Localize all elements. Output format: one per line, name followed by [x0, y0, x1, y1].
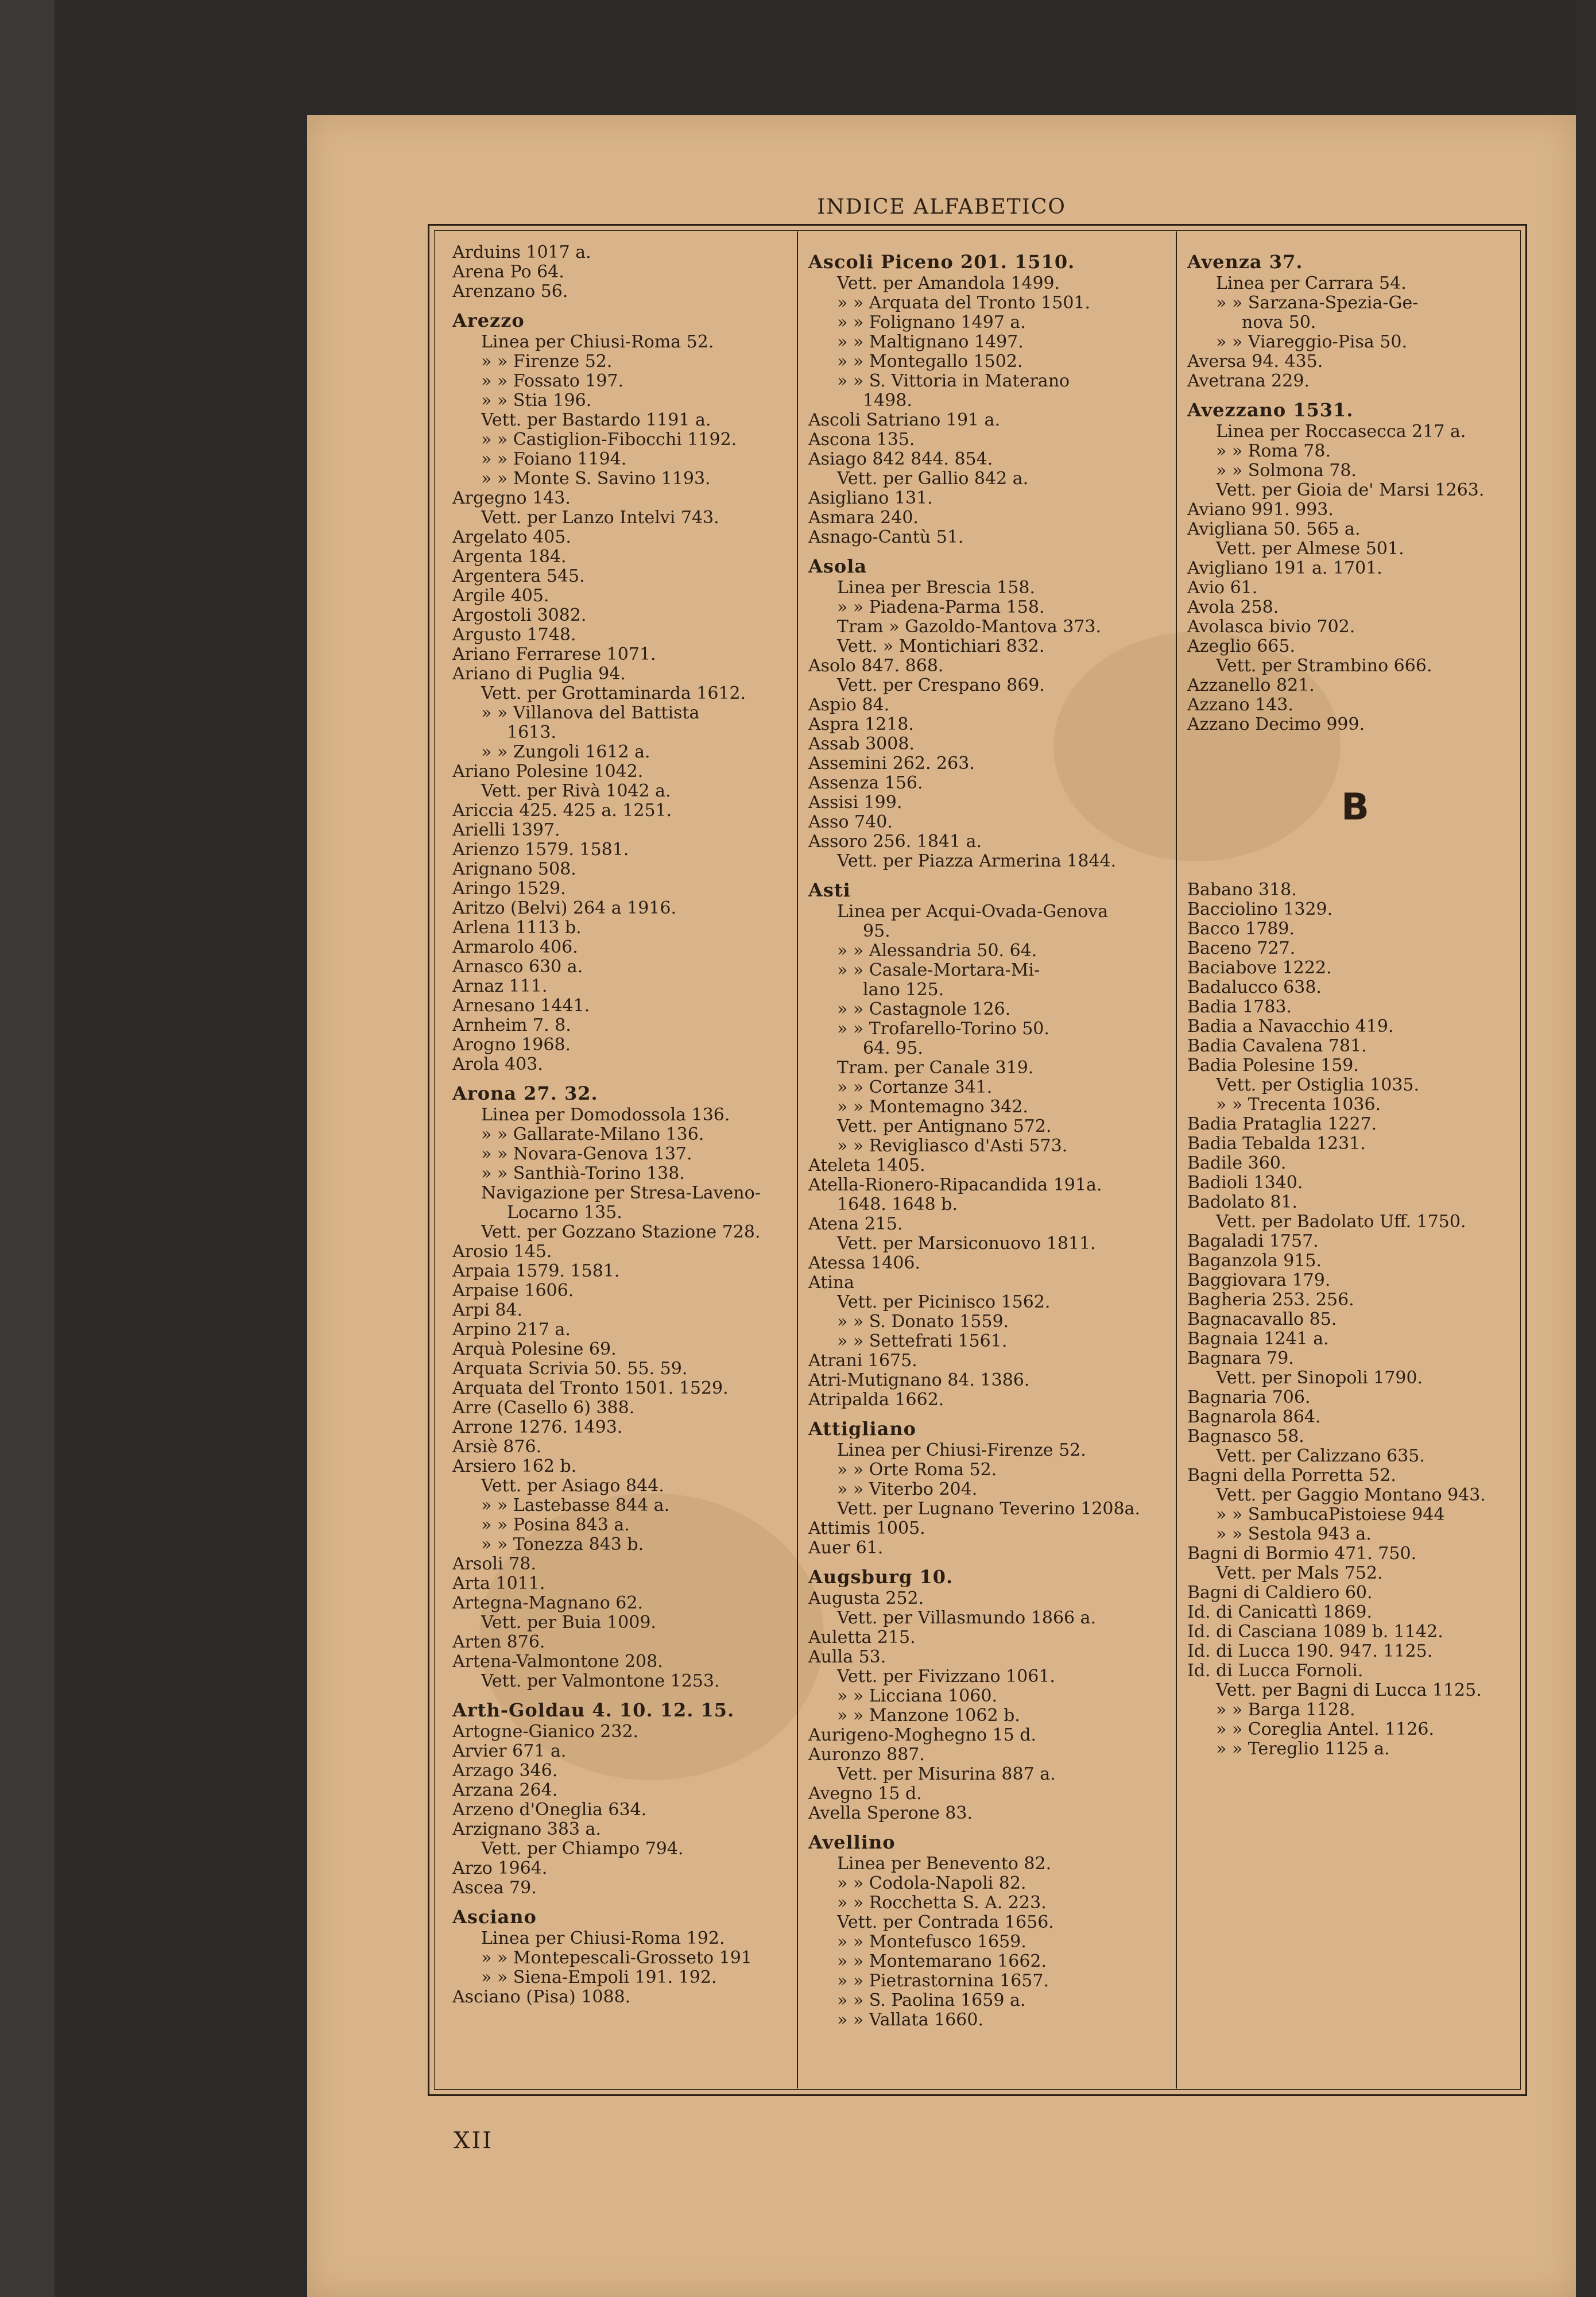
index-entry: Arsoli 78. — [452, 1554, 536, 1574]
index-entry: » » Villanova del Battista — [481, 703, 700, 723]
index-entry: Bagnasco 58. — [1187, 1427, 1304, 1447]
index-entry: Vett. per Asiago 844. — [481, 1476, 664, 1496]
index-entry: Arta 1011. — [452, 1574, 545, 1594]
index-entry: Linea per Chiusi-Roma 52. — [481, 332, 714, 352]
index-entry: Vett. per Chiampo 794. — [481, 1839, 684, 1859]
index-entry: lano 125. — [863, 980, 944, 1000]
index-entry: Badia Cavalena 781. — [1187, 1037, 1367, 1056]
index-entry: Aspio 84. — [808, 695, 890, 715]
index-entry: Bacco 1789. — [1187, 919, 1295, 939]
index-entry: Vett. per Bagni di Lucca 1125. — [1216, 1681, 1482, 1700]
index-entry: Babano 318. — [1187, 880, 1297, 900]
index-entry: Bagni di Caldiero 60. — [1187, 1583, 1373, 1603]
index-entry: Arzana 264. — [452, 1781, 558, 1800]
index-entry: Vett. per Grottaminarda 1612. — [481, 684, 746, 703]
index-entry: Navigazione per Stresa-Laveno- — [481, 1184, 761, 1203]
index-entry: Baggiovara 179. — [1187, 1271, 1331, 1290]
index-entry: » » S. Vittoria in Materano — [837, 372, 1070, 391]
index-entry: Linea per Roccasecca 217 a. — [1216, 422, 1466, 442]
index-entry: » » Roma 78. — [1216, 442, 1331, 461]
index-entry: Avegno 15 d. — [808, 1784, 922, 1804]
index-entry: Vett. per Marsiconuovo 1811. — [837, 1234, 1096, 1254]
index-entry: » » Sestola 943 a. — [1216, 1525, 1372, 1544]
index-entry: Id. di Canicattì 1869. — [1187, 1603, 1373, 1622]
index-entry: Badia a Navacchio 419. — [1187, 1017, 1394, 1037]
index-entry: » » Cortanze 341. — [837, 1078, 993, 1097]
index-entry: » » Viterbo 204. — [837, 1480, 978, 1499]
index-entry: Bagnarola 864. — [1187, 1407, 1321, 1427]
index-entry: Vett. per Misurina 887 a. — [837, 1765, 1056, 1784]
index-entry: » » Piadena-Parma 158. — [837, 598, 1045, 617]
index-entry: Ascea 79. — [452, 1878, 537, 1898]
index-entry: Vett. per Villasmundo 1866 a. — [837, 1608, 1097, 1628]
index-entry: » » Manzone 1062 b. — [837, 1706, 1020, 1726]
index-entry: Arnheim 7. 8. — [452, 1016, 571, 1035]
index-entry: Assenza 156. — [808, 774, 923, 793]
index-entry: » » SambucaPistoiese 944 — [1216, 1505, 1445, 1525]
index-entry: Arpino 217 a. — [452, 1320, 571, 1340]
index-entry: Arquata Scrivia 50. 55. 59. — [452, 1359, 688, 1379]
index-entry: Artegna-Magnano 62. — [452, 1594, 644, 1613]
index-entry: Arielli 1397. — [452, 821, 560, 840]
index-entry: Atina — [808, 1273, 854, 1293]
index-entry: Vett. per Gioia de' Marsi 1263. — [1216, 481, 1485, 500]
index-entry: Avigliana 50. 565 a. — [1187, 520, 1361, 539]
index-entry: » » Montemarano 1662. — [837, 1952, 1047, 1971]
index-entry: Arre (Casello 6) 388. — [452, 1398, 635, 1418]
index-entry: Vett. per Fivizzano 1061. — [837, 1667, 1055, 1687]
index-entry: » » Stia 196. — [481, 391, 592, 411]
index-column-3 — [1187, 243, 1523, 2083]
index-entry: Arnesano 1441. — [452, 996, 590, 1016]
index-entry: » » Maltignano 1497. — [837, 332, 1024, 352]
index-entry: Aurigeno-Moghegno 15 d. — [808, 1726, 1037, 1745]
index-entry: Vett. per Mals 752. — [1216, 1564, 1383, 1583]
index-entry: » » Foiano 1194. — [481, 450, 627, 469]
index-entry: Vett. per Almese 501. — [1216, 539, 1404, 559]
index-entry: Badia Polesine 159. — [1187, 1056, 1359, 1076]
index-entry: Assab 3008. — [808, 734, 915, 754]
index-entry: Bagaladi 1757. — [1187, 1232, 1319, 1251]
index-entry: Badalucco 638. — [1187, 978, 1322, 997]
index-entry: » » Firenze 52. — [481, 352, 613, 372]
index-heading: Avellino — [808, 1832, 896, 1852]
index-entry: » » Montegallo 1502. — [837, 352, 1023, 372]
index-entry: Ariano di Puglia 94. — [452, 664, 626, 684]
background-strip — [0, 0, 55, 2297]
index-entry: Linea per Acqui-Ovada-Genova — [837, 902, 1109, 922]
index-entry: » » Vallata 1660. — [837, 2010, 984, 2030]
index-entry: » » Pietrastornina 1657. — [837, 1971, 1049, 1991]
index-entry: » » Tereglio 1125 a. — [1216, 1739, 1390, 1759]
index-entry: Arlena 1113 b. — [452, 918, 582, 938]
index-entry: Bagheria 253. 256. — [1187, 1290, 1354, 1310]
index-entry: Arzo 1964. — [452, 1859, 548, 1878]
index-entry: » » Viareggio-Pisa 50. — [1216, 332, 1408, 352]
index-entry: Avella Sperone 83. — [808, 1804, 973, 1823]
index-entry: » » Trecenta 1036. — [1216, 1095, 1381, 1115]
index-entry: Linea per Chiusi-Roma 192. — [481, 1929, 725, 1948]
index-entry: » » Montepescali-Grosseto 191 — [481, 1948, 752, 1968]
index-entry: Arduins 1017 a. — [452, 243, 591, 262]
index-entry: 1498. — [863, 391, 912, 411]
index-entry: Auletta 215. — [808, 1628, 916, 1648]
index-entry: » » Montemagno 342. — [837, 1097, 1028, 1117]
index-entry: Argenta 184. — [452, 547, 567, 567]
index-entry: 95. — [863, 922, 890, 941]
index-entry: » » Lastebasse 844 a. — [481, 1496, 670, 1515]
index-entry: Badolato 81. — [1187, 1193, 1298, 1212]
background-margin — [1576, 0, 1596, 2297]
index-entry: Arpaia 1579. 1581. — [452, 1262, 620, 1281]
index-entry: » » Settefrati 1561. — [837, 1332, 1008, 1351]
index-entry: Id. di Lucca Fornoli. — [1187, 1661, 1363, 1681]
index-entry: » » Solmona 78. — [1216, 461, 1357, 481]
index-entry: Arpaise 1606. — [452, 1281, 574, 1301]
index-entry: Ariano Polesine 1042. — [452, 762, 644, 782]
index-entry: Arsiè 876. — [452, 1437, 542, 1457]
index-entry: » » S. Donato 1559. — [837, 1312, 1009, 1332]
index-column-2 — [808, 243, 1159, 2083]
index-heading: Avezzano 1531. — [1187, 400, 1354, 420]
index-entry: Id. di Lucca 190. 947. 1125. — [1187, 1642, 1433, 1661]
index-entry: Artena-Valmontone 208. — [452, 1652, 663, 1672]
index-entry: Avola 258. — [1187, 598, 1279, 617]
index-entry: Vett. » Montichiari 832. — [837, 637, 1045, 656]
index-entry: Argentera 545. — [452, 567, 585, 586]
index-entry: Vett. per Bastardo 1191 a. — [481, 411, 711, 430]
index-entry: » » Siena-Empoli 191. 192. — [481, 1968, 717, 1987]
index-entry: Assemini 262. 263. — [808, 754, 975, 774]
index-entry: » » Coreglia Antel. 1126. — [1216, 1720, 1435, 1739]
index-entry: » » Alessandria 50. 64. — [837, 941, 1037, 961]
index-entry: Vett. per Picinisco 1562. — [837, 1293, 1051, 1312]
index-entry: Arienzo 1579. 1581. — [452, 840, 629, 860]
index-entry: Vett. per Ostiglia 1035. — [1216, 1076, 1420, 1095]
index-entry: Linea per Brescia 158. — [837, 578, 1035, 598]
index-entry: Argelato 405. — [452, 528, 571, 547]
index-entry: » » Posina 843 a. — [481, 1515, 630, 1535]
index-entry: Azzano Decimo 999. — [1187, 715, 1365, 734]
index-entry: Argile 405. — [452, 586, 549, 606]
index-entry: Arnaz 111. — [452, 977, 548, 996]
index-entry: Vett. per Valmontone 1253. — [481, 1672, 720, 1691]
page-header: INDICE ALFABETICO — [817, 195, 1066, 219]
index-entry: » » S. Paolina 1659 a. — [837, 1991, 1026, 2010]
index-entry: Badia 1783. — [1187, 997, 1292, 1017]
index-entry: Azzanello 821. — [1187, 676, 1315, 695]
index-entry: Vett. per Lugnano Teverino 1208a. — [837, 1499, 1141, 1519]
index-entry: Vett. per Amandola 1499. — [837, 274, 1060, 293]
index-entry: Avigliano 191 a. 1701. — [1187, 559, 1382, 578]
index-entry: » » Santhià-Torino 138. — [481, 1164, 685, 1184]
index-entry: » » Folignano 1497 a. — [837, 313, 1026, 332]
index-entry: Vett. per Gaggio Montano 943. — [1216, 1486, 1486, 1505]
index-entry: Badia Tebalda 1231. — [1187, 1134, 1366, 1154]
index-entry: 1613. — [507, 723, 556, 743]
index-heading: Arona 27. 32. — [452, 1084, 598, 1103]
index-entry: Asnago-Cantù 51. — [808, 528, 964, 547]
index-entry: » » Casale-Mortara-Mi- — [837, 961, 1040, 980]
index-entry: Augusta 252. — [808, 1589, 924, 1608]
index-entry: Linea per Domodossola 136. — [481, 1105, 730, 1125]
index-column-1 — [452, 243, 780, 2083]
index-entry: » » Monte S. Savino 1193. — [481, 469, 711, 489]
index-entry: Arsiero 162 b. — [452, 1457, 577, 1476]
index-heading: Ascoli Piceno 201. 1510. — [808, 252, 1075, 272]
section-letter: B — [1341, 786, 1369, 829]
index-entry: Avetrana 229. — [1187, 372, 1310, 391]
index-entry: » » Novara-Genova 137. — [481, 1144, 692, 1164]
index-entry: Argegno 143. — [452, 489, 571, 508]
index-entry: Assisi 199. — [808, 793, 902, 813]
index-heading: Asti — [808, 880, 851, 900]
index-entry: Arzignano 383 a. — [452, 1820, 601, 1839]
index-entry: » » Tonezza 843 b. — [481, 1535, 644, 1554]
index-heading: Asola — [808, 556, 867, 576]
index-entry: Badioli 1340. — [1187, 1173, 1303, 1193]
index-entry: Aviano 991. 993. — [1187, 500, 1334, 520]
column-divider — [1176, 231, 1177, 2089]
index-entry: Bagni della Porretta 52. — [1187, 1466, 1396, 1486]
index-entry: Armarolo 406. — [452, 938, 578, 957]
index-entry: Atrani 1675. — [808, 1351, 917, 1371]
index-heading: Augsburg 10. — [808, 1567, 954, 1587]
index-entry: Arogno 1968. — [452, 1035, 571, 1055]
index-entry: Argusto 1748. — [452, 625, 576, 645]
index-entry: Arenzano 56. — [452, 282, 568, 301]
index-entry: » » Castagnole 126. — [837, 1000, 1011, 1019]
index-entry: » » Codola-Napoli 82. — [837, 1874, 1026, 1893]
index-entry: Vett. per Strambino 666. — [1216, 656, 1432, 676]
index-entry: Asmara 240. — [808, 508, 919, 528]
index-heading: Asciano — [452, 1907, 537, 1927]
index-heading: Arezzo — [452, 311, 525, 330]
index-entry: Arvier 671 a. — [452, 1742, 567, 1761]
page-number: XII — [454, 2128, 494, 2154]
index-entry: » » Revigliasco d'Asti 573. — [837, 1136, 1068, 1156]
index-entry: Arzago 346. — [452, 1761, 558, 1781]
index-entry: Bagnaria 706. — [1187, 1388, 1311, 1407]
index-entry: Badile 360. — [1187, 1154, 1287, 1173]
index-entry: Atena 215. — [808, 1215, 903, 1234]
index-entry: Linea per Carrara 54. — [1216, 274, 1407, 293]
column-divider — [797, 231, 798, 2089]
index-entry: Arosio 145. — [452, 1242, 552, 1262]
index-heading: Arth-Goldau 4. 10. 12. 15. — [452, 1700, 735, 1720]
index-entry: 1648. 1648 b. — [837, 1195, 958, 1215]
index-entry: Vett. per Gallio 842 a. — [837, 469, 1029, 489]
index-entry: Tram. per Canale 319. — [837, 1058, 1034, 1078]
index-entry: Assoro 256. 1841 a. — [808, 832, 982, 852]
index-entry: Arnasco 630 a. — [452, 957, 583, 977]
index-entry: Vett. per Buia 1009. — [481, 1613, 656, 1633]
index-entry: » » Fossato 197. — [481, 372, 624, 391]
index-entry: Arrone 1276. 1493. — [452, 1418, 623, 1437]
index-entry: Avio 61. — [1187, 578, 1258, 598]
document-page — [307, 115, 1576, 2297]
index-entry: » » Castiglion-Fibocchi 1192. — [481, 430, 737, 450]
index-entry: 64. 95. — [863, 1039, 923, 1058]
index-entry: Azzano 143. — [1187, 695, 1293, 715]
index-entry: Vett. per Crespano 869. — [837, 676, 1045, 695]
index-entry: Vett. per Badolato Uff. 1750. — [1216, 1212, 1466, 1232]
index-entry: Avolasca bivio 702. — [1187, 617, 1355, 637]
index-entry: Id. di Casciana 1089 b. 1142. — [1187, 1622, 1443, 1642]
index-frame — [428, 224, 1527, 2096]
index-entry: Asso 740. — [808, 813, 893, 832]
index-entry: Bagnaia 1241 a. — [1187, 1329, 1329, 1349]
index-entry: Asciano (Pisa) 1088. — [452, 1987, 631, 2007]
index-entry: Ascoli Satriano 191 a. — [808, 411, 1001, 430]
index-entry: Asolo 847. 868. — [808, 656, 944, 676]
index-entry: Ariccia 425. 425 a. 1251. — [452, 801, 672, 821]
index-entry: Atripalda 1662. — [808, 1390, 944, 1410]
index-entry: Ariano Ferrarese 1071. — [452, 645, 656, 664]
index-entry: Auer 61. — [808, 1538, 884, 1558]
index-entry: Vett. per Lanzo Intelvi 743. — [481, 508, 719, 528]
index-entry: Vett. per Rivà 1042 a. — [481, 782, 671, 801]
index-entry: Arola 403. — [452, 1055, 543, 1074]
index-entry: Vett. per Calizzano 635. — [1216, 1447, 1425, 1466]
index-entry: Vett. per Piazza Armerina 1844. — [837, 852, 1117, 871]
index-entry: » » Licciana 1060. — [837, 1687, 998, 1706]
index-entry: Badia Prataglia 1227. — [1187, 1115, 1377, 1134]
index-entry: » » Barga 1128. — [1216, 1700, 1355, 1720]
index-entry: Baciabove 1222. — [1187, 958, 1332, 978]
index-entry: Bacciolino 1329. — [1187, 900, 1333, 919]
index-entry: Atella-Rionero-Ripacandida 191a. — [808, 1175, 1102, 1195]
index-entry: Aversa 94. 435. — [1187, 352, 1323, 372]
index-entry: Bagni di Bormio 471. 750. — [1187, 1544, 1417, 1564]
index-entry: Arzeno d'Oneglia 634. — [452, 1800, 647, 1820]
index-entry: Arignano 508. — [452, 860, 576, 879]
index-entry: Ascona 135. — [808, 430, 915, 450]
index-entry: Vett. per Gozzano Stazione 728. — [481, 1223, 761, 1242]
index-entry: » » Arquata del Tronto 1501. — [837, 293, 1091, 313]
index-entry: » » Montefusco 1659. — [837, 1932, 1026, 1952]
index-entry: Linea per Chiusi-Firenze 52. — [837, 1441, 1086, 1460]
index-entry: Argostoli 3082. — [452, 606, 587, 625]
index-entry: » » Zungoli 1612 a. — [481, 743, 650, 762]
index-entry: » » Rocchetta S. A. 223. — [837, 1893, 1047, 1913]
index-entry: Vett. per Antignano 572. — [837, 1117, 1052, 1136]
index-entry: Azeglio 665. — [1187, 637, 1296, 656]
index-entry: Asigliano 131. — [808, 489, 933, 508]
index-entry: Baceno 727. — [1187, 939, 1296, 958]
index-entry: Attimis 1005. — [808, 1519, 925, 1538]
index-heading: Avenza 37. — [1187, 252, 1303, 272]
index-entry: Bagnara 79. — [1187, 1349, 1294, 1368]
index-entry: Ateleta 1405. — [808, 1156, 925, 1175]
index-entry: Arpi 84. — [452, 1301, 523, 1320]
index-entry: Aulla 53. — [808, 1648, 886, 1667]
index-entry: Artogne-Gianico 232. — [452, 1722, 639, 1742]
index-entry: Atessa 1406. — [808, 1254, 921, 1273]
index-entry: Arten 876. — [452, 1633, 545, 1652]
index-entry: Bagnacavallo 85. — [1187, 1310, 1337, 1329]
index-entry: Baganzola 915. — [1187, 1251, 1322, 1271]
index-entry: » » Trofarello-Torino 50. — [837, 1019, 1049, 1039]
index-entry: Atri-Mutignano 84. 1386. — [808, 1371, 1030, 1390]
index-entry: Tram » Gazoldo-Mantova 373. — [837, 617, 1102, 637]
index-entry: Vett. per Contrada 1656. — [837, 1913, 1054, 1932]
index-entry: » » Gallarate-Milano 136. — [481, 1125, 704, 1144]
index-entry: » » Orte Roma 52. — [837, 1460, 997, 1480]
index-entry: nova 50. — [1242, 313, 1316, 332]
index-entry: Aringo 1529. — [452, 879, 566, 899]
index-entry: Aritzo (Belvi) 264 a 1916. — [452, 899, 677, 918]
index-entry: » » Sarzana-Spezia-Ge- — [1216, 293, 1419, 313]
index-entry: Aspra 1218. — [808, 715, 914, 734]
index-entry: Arquà Polesine 69. — [452, 1340, 617, 1359]
index-entry: Asiago 842 844. 854. — [808, 450, 993, 469]
index-entry: Auronzo 887. — [808, 1745, 925, 1765]
index-entry: Linea per Benevento 82. — [837, 1854, 1052, 1874]
index-entry: Arena Po 64. — [452, 262, 564, 282]
index-entry: Locarno 135. — [507, 1203, 622, 1223]
index-heading: Attigliano — [808, 1419, 917, 1438]
index-entry: Vett. per Sinopoli 1790. — [1216, 1368, 1423, 1388]
index-entry: Arquata del Tronto 1501. 1529. — [452, 1379, 729, 1398]
